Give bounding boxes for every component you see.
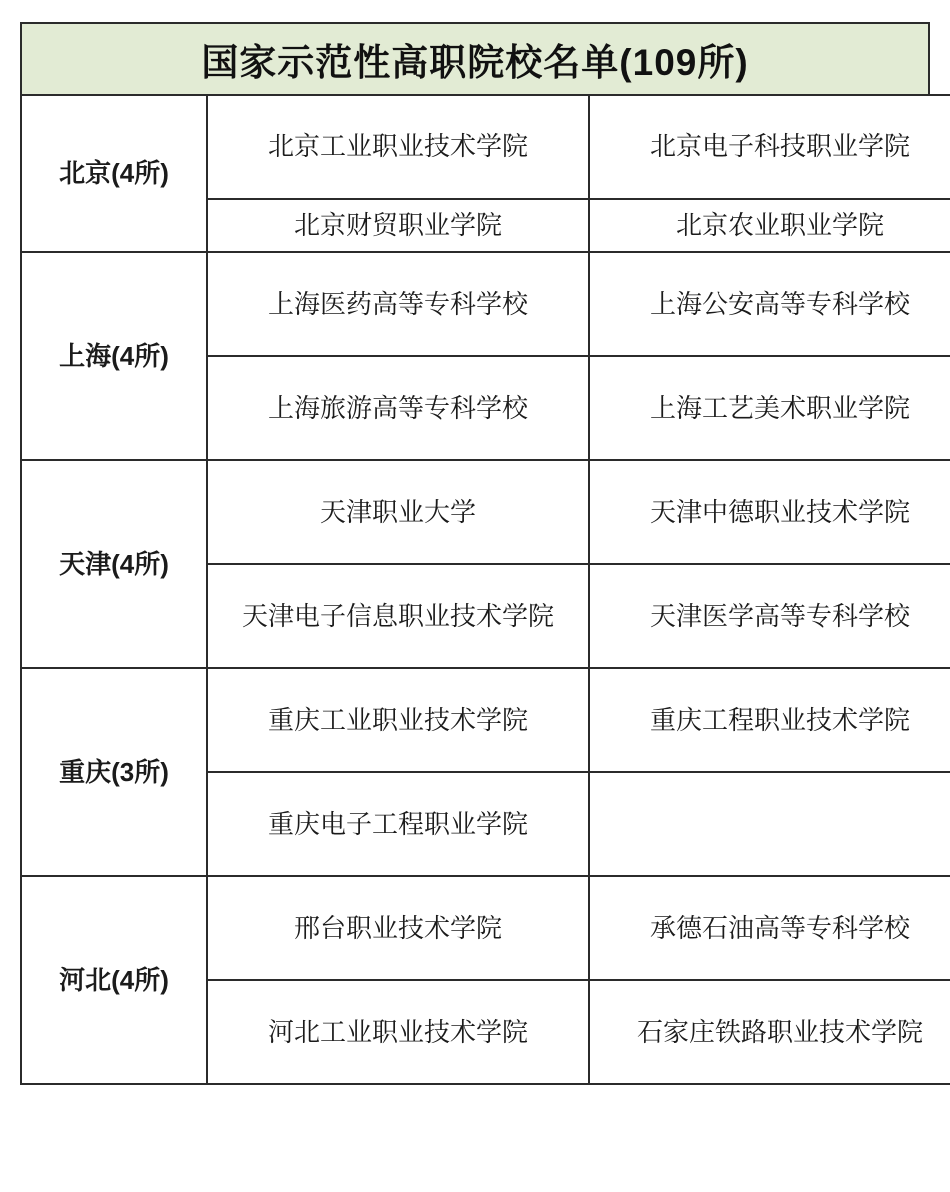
school-cell: 重庆电子工程职业学院 [207,772,589,876]
school-cell: 上海旅游高等专科学校 [207,356,589,460]
table-row [21,668,950,772]
school-list-table [20,94,950,1085]
table-row [21,95,950,199]
region-cell-beijing: 北京(4所) [21,95,207,252]
page-title: 国家示范性高职院校名单(109所) [201,42,749,83]
school-cell: 天津电子信息职业技术学院 [207,564,589,668]
school-cell: 天津中德职业技术学院 [589,460,950,564]
table-row [21,460,950,564]
table-row [21,876,950,980]
school-cell: 河北工业职业技术学院 [207,980,589,1084]
school-cell: 上海公安高等专科学校 [589,252,950,356]
region-cell-shanghai: 上海(4所) [21,252,207,460]
school-cell: 北京财贸职业学院 [207,199,589,252]
region-cell-chongqing: 重庆(3所) [21,668,207,876]
school-cell: 邢台职业技术学院 [207,876,589,980]
school-cell: 承德石油高等专科学校 [589,876,950,980]
school-cell: 天津职业大学 [207,460,589,564]
school-cell: 重庆工程职业技术学院 [589,668,950,772]
school-cell: 上海医药高等专科学校 [207,252,589,356]
table-row [21,252,950,356]
school-cell: 天津医学高等专科学校 [589,564,950,668]
region-cell-hebei: 河北(4所) [21,876,207,1084]
region-cell-tianjin: 天津(4所) [21,460,207,668]
page-title-bar [20,22,930,96]
school-cell: 北京电子科技职业学院 [589,95,950,199]
school-cell: 北京农业职业学院 [589,199,950,252]
school-cell: 上海工艺美术职业学院 [589,356,950,460]
school-cell-empty [589,772,950,876]
school-cell: 重庆工业职业技术学院 [207,668,589,772]
school-cell: 石家庄铁路职业技术学院 [589,980,950,1084]
school-cell: 北京工业职业技术学院 [207,95,589,199]
